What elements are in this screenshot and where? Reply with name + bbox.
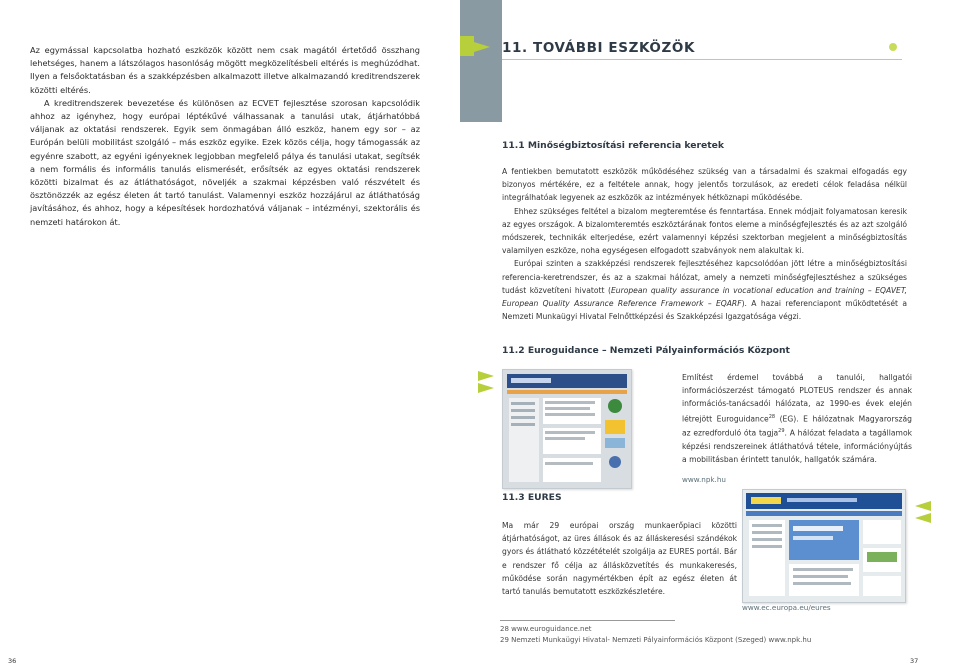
chapter-accent-bar [460,36,474,56]
section-11-1-title: 11.1 Minőségbiztosítási referencia keretek [502,140,724,151]
page-number-left: 36 [8,657,17,665]
footnote-rule [500,620,675,621]
page-number-right: 37 [910,657,919,665]
footnote-28: 28 www.euroguidance.net [500,625,592,633]
left-page [0,0,460,666]
section-11-3-title: 11.3 EURES [502,492,562,503]
arrow-icon-4 [915,513,931,523]
left-paragraph-2: A kreditrendszerek bevezetése és különösen az ECVET fejlesztése szorosan kapcsolódik ahhoz az igényhez, hogy európai léptékűvé válhassanak a tanulási utak, átjárhatóbbá váljanak az oktatási rendszerek. Egyik sem önmagában álló eszköz, hanem egy sor – az Európán belüli mobilitást szolgáló – más eszköz egyike. Ezek közös célja, hogy támogassák az egyénre szabott, az egyéni igényeknek legjobban megfelelő pálya és tanulási utakat, segítsék a nem formális és informális tanulás elismerését, erősítsék az egyes oktatási rendszerek közötti bizalmat és az átláthatóságot, növeljék a szakmai képzésben való részvételt és ösztönözzék az egész életen át tartó tanulást. Valamennyi eszköz hozzájárul az átláthatóság javításához, és ahhoz, hogy a képesítések hordozhatóvá váljanak – intézményi, szektorális és nemzeti határokon át. [30,97,420,227]
s2-paragraph: Említést érdemel továbbá a tanulói, hallgatói információszerzést támogató PLOTEUS rendszer és annak információs-tanácsadói hálózata, az 1990-es évek elején létrejött Euroguidance$^{28}$ (EG). E hálózatnak Magyarország az ezredforduló óta tagja$^{29}$. A hálózat feladata a tagállamok képzési rendszereinek átláthatóvá tétele, információnyújtás a mobilitásban érintett tanulók, hallgatók számára. [682,373,912,465]
section-11-3-body [502,519,737,598]
euroguidance-site-image [503,370,631,488]
right-page [460,0,960,666]
footnote-29: 29 Nemzeti Munkaügyi Hivatal- Nemzeti Pályainformációs Központ (Szeged) www.npk.hu [500,636,812,644]
euroguidance-screenshot [502,369,632,489]
arrow-icon-2 [478,383,494,393]
npk-url[interactable]: www.npk.hu [682,475,726,484]
s1-paragraph-2: Ehhez szükséges feltétel a bizalom megteremtése és fenntartása. Ennek módjait folyamatosan keresik az egyes országok. A bizalomteremtés eszköztárának fontos eleme a minőségfejlesztés és az azt szolgáló módszerek, technikák elterjedése, ezért valamennyi képzési szektorban megjelent a minőségbiztosítás valamilyen eszköze, noha egységesen elfogadott szabványok nem alakultak ki. [502,206,907,256]
s3-paragraph: Ma már 29 európai ország munkaerőpiaci közötti átjárhatóságot, az üres állások és az álláskeresési szándékok gyors és átlátható közzétételét szolgálja az EURES portál. Bár e rendszer fő célja az állásközvetítés és munkakeresés, működése során nagymértékben épít az egész életen át tartó tanulás bemutatott eszközkészletére. [502,521,737,597]
section-11-2-title: 11.2 Euroguidance – Nemzeti Pályainformációs Központ [502,345,790,356]
left-body-text [30,44,420,229]
eures-url[interactable]: www.ec.europa.eu/eures [742,603,831,612]
chapter-title: 11. TOVÁBBI ESZKÖZÖK [502,40,696,56]
arrow-icon-1 [478,371,494,381]
left-paragraph-1: Az egymással kapcsolatba hozható eszközök között nem csak magától értetődő összhang lehetséges, hanem a látszólagos hasonlóság mögött megközelítésbeli eltérés is meghúzódhat. Ilyen a felsőoktatásban és a szakképzésben alkalmazott illetve alkalmazandó kreditrendszerek közötti eltérés. [30,45,420,95]
arrow-icon-3 [915,501,931,511]
chapter-arrow-icon [474,42,490,52]
chapter-rule [502,59,902,60]
s1-paragraph-1: A fentiekben bemutatott eszközök működéséhez szükség van a társadalmi és szakmai elfogadás egy bizonyos mértékére, ez a feltétele annak, hogy jelentős torzulások, az eredeti célok feladása nélkül integrálhatóak legyenek az eszközök az intézmények hétköznapi működésébe. [502,167,907,203]
chapter-dot-icon [889,43,897,51]
chapter-band-panel [502,0,960,122]
section-11-2-body [682,371,912,466]
eures-site-image [743,490,905,602]
section-11-1-body [502,165,907,323]
s1-paragraph-3: Európai szinten a szakképzési rendszerek fejlesztéséhez kapcsolódóan jött létre a minőségbiztosítási referencia-keretrendszer, és az a szakmai hálózat, amely a nemzeti minőségfejlesztéshez a szükséges tudást közvetíteni hivatott (European quality assurance in vocational education and training – EQAVET, European Quality Assurance Reference Framework – EQARF). A hazai referenciapont működtetését a Nemzeti Munkaügyi Hivatal Felnőttképzési és Szakképzési Igazgatósága végzi. [502,259,907,322]
eures-screenshot [742,489,906,603]
